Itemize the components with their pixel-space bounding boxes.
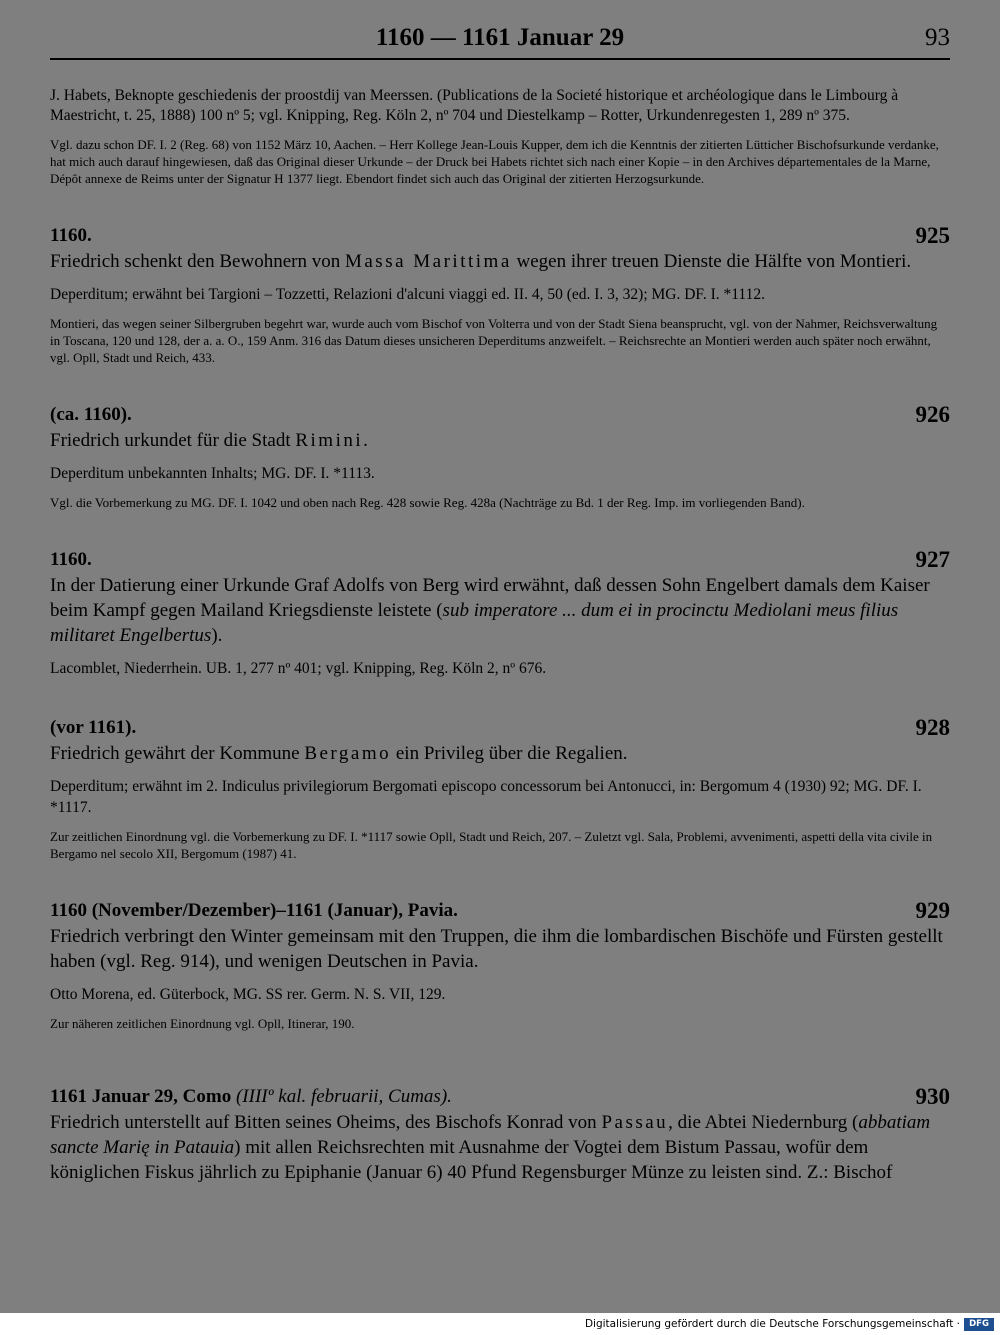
- place-name: Passau: [601, 1112, 669, 1133]
- text-part: .: [363, 430, 368, 451]
- regest-entry-930: [50, 1082, 950, 1185]
- text-part: Friedrich urkundet für die Stadt: [50, 430, 296, 451]
- entry-date: [50, 1086, 452, 1108]
- entry-date: 1160.: [50, 225, 92, 246]
- entry-date: 1160.: [50, 549, 92, 570]
- date-latin: (IIIIº kal. februarii, Cumas).: [231, 1086, 452, 1107]
- entry-text: [50, 741, 950, 766]
- entry-date: (vor 1161).: [50, 717, 137, 738]
- text-part: ) mit allen Reichsrechten mit Ausnahme der Vogtei dem Bistum Passau, wofür dem königlichen Fiskus jährlich zu Epiphanie (Januar 6) 40 Pfund Regensburger Münze zu leisten sind. Z.: Bischof: [50, 1137, 893, 1183]
- text-part: Friedrich schenkt den Bewohnern von: [50, 251, 345, 272]
- entry-text: [50, 573, 950, 648]
- entry-note: Zur zeitlichen Einordnung vgl. die Vorbemerkung zu DF. I. *1117 sowie Opll, Stadt und Reich, 207. – Zuletzt vgl. Sala, Problemi, avvenimenti, aspetti della vita civile in Bergamo nel secolo XII, Bergomum (1987) 41.: [50, 829, 933, 861]
- entry-header: [50, 896, 950, 924]
- footer-bar: [0, 1313, 1000, 1335]
- entry-date: (ca. 1160).: [50, 404, 132, 425]
- intro-note: Vgl. dazu schon DF. I. 2 (Reg. 68) von 1152 März 10, Aachen. – Herr Kollege Jean-Louis Kupper, dem ich die Kenntnis der zitierten Lütticher Bischofsurkunde verdanke, hat mich auch darauf hingewiesen, daß das Original dieser Urkunde – der Druck bei Habets richtet sich nach einer Kopie – in den Archives départementales de la Marne, Dépôt annexe de Reims unter der Signatur H 1377 liegt. Ebendort findet sich auch das Original der zitierten Herzogsurkunde.: [50, 137, 939, 186]
- page-content: [50, 86, 950, 1185]
- text-part: ).: [211, 625, 223, 646]
- text-part: In der Datierung einer Urkunde Graf Adolfs von Berg wird erwähnt, daß dessen Sohn Engelbert damals dem Kaiser beim Kampf gegen Mailand Kriegsdienste leistete (: [50, 575, 930, 621]
- entry-source: Deperditum; erwähnt im 2. Indiculus privilegiorum Bergomati episcopo concessorum bei Antonucci, in: Bergomum 4 (1930) 92; MG. DF. I. *1117.: [50, 778, 922, 816]
- entry-number: 930: [915, 1084, 950, 1109]
- entry-text: Friedrich verbringt den Winter gemeinsam mit den Truppen, die ihm die lombardischen Bischöfe und Fürsten gestellt haben (vgl. Reg. 914), und wenigen Deutschen in Pavia.: [50, 926, 943, 972]
- entry-note: Zur näheren zeitlichen Einordnung vgl. Opll, Itinerar, 190.: [50, 1016, 355, 1031]
- entry-header: [50, 1082, 950, 1110]
- place-name: Massa Marittima: [344, 251, 512, 272]
- date-text: 1161 Januar 29, Como: [50, 1086, 232, 1107]
- latin-quote: sub imperatore ... dum ei in procinctu Mediolani meus filius militaret Engelbertus: [50, 600, 899, 646]
- text-part: Friedrich gewährt der Kommune: [50, 743, 305, 764]
- entry-note: Montieri, das wegen seiner Silbergruben begehrt war, wurde auch vom Bischof von Volterra und von der Stadt Siena beansprucht, vgl. von der Nahmer, Reichsverwaltung in Toscana, 120 und 128, der a. a. O., 159 Anm. 316 das Datum dieses unsicheren Deperditums anzweifelt. – Reichsrechte an Montieri werden auch später noch erwähnt, vgl. Opll, Stadt und Reich, 433.: [50, 316, 938, 365]
- entry-number: 929: [915, 898, 950, 923]
- entry-source: Deperditum; erwähnt bei Targioni – Tozzetti, Relazioni d'alcuni viaggi ed. II. 4, 50 (ed. I. 3, 32); MG. DF. I. *1112.: [50, 286, 765, 303]
- dfg-logo: DFG: [964, 1318, 994, 1331]
- regest-entry-928: [50, 713, 950, 862]
- entry-number: 927: [915, 547, 950, 572]
- entry-date: 1160 (November/Dezember)–1161 (Januar), Pavia.: [50, 900, 458, 921]
- entry-text: [50, 249, 950, 274]
- entry-text: [50, 428, 950, 453]
- regest-entry-927: [50, 545, 950, 679]
- text-part: , die Abtei Niedernburg (: [668, 1112, 859, 1133]
- entry-note: Vgl. die Vorbemerkung zu MG. DF. I. 1042 und oben nach Reg. 428 sowie Reg. 428a (Nachträge zu Bd. 1 der Reg. Imp. im vorliegenden Band).: [50, 495, 805, 510]
- regest-entry-925: [50, 221, 950, 366]
- entry-header: [50, 221, 950, 249]
- place-name: Bergamo: [304, 743, 392, 764]
- text-part: wegen ihrer treuen Dienste die Hälfte von Montieri.: [511, 251, 912, 272]
- page-title: 1160 — 1161 Januar 29: [375, 24, 625, 51]
- entry-source: Deperditum unbekannten Inhalts; MG. DF. I. *1113.: [50, 465, 375, 482]
- text-part: ein Privileg über die Regalien.: [391, 743, 628, 764]
- entry-source: Otto Morena, ed. Güterbock, MG. SS rer. Germ. N. S. VII, 129.: [50, 986, 446, 1003]
- intro-source: J. Habets, Beknopte geschiedenis der proostdij van Meerssen. (Publications de la Societé historique et archéologique dans le Limbourg à Maestricht, t. 25, 1888) 100 nº 5; vgl. Knipping, Reg. Köln 2, nº 704 und Diestelkamp – Rotter, Urkundenregesten 1, 289 nº 375.: [50, 87, 899, 124]
- text-part: Friedrich unterstellt auf Bitten seines Oheims, des Bischofs Konrad von: [50, 1112, 602, 1133]
- funding-credit: Digitalisierung gefördert durch die Deutsche Forschungsgemeinschaft ·: [584, 1318, 960, 1330]
- place-name: Rimini: [295, 430, 364, 451]
- entry-header: [50, 400, 950, 428]
- latin-quote: abbatiam sancte Marię in Patauia: [50, 1112, 931, 1158]
- entry-number: 926: [915, 402, 950, 427]
- entry-header: [50, 713, 950, 741]
- entry-text: [50, 1110, 950, 1185]
- entry-number: 925: [915, 223, 950, 248]
- entry-number: 928: [915, 715, 950, 740]
- entry-header: [50, 545, 950, 573]
- regest-entry-926: [50, 400, 950, 511]
- entry-source: Lacomblet, Niederrhein. UB. 1, 277 nº 401; vgl. Knipping, Reg. Köln 2, nº 676.: [50, 660, 547, 677]
- page-header: [50, 24, 950, 60]
- page-number: 93: [925, 24, 950, 51]
- regest-entry-929: [50, 896, 950, 1032]
